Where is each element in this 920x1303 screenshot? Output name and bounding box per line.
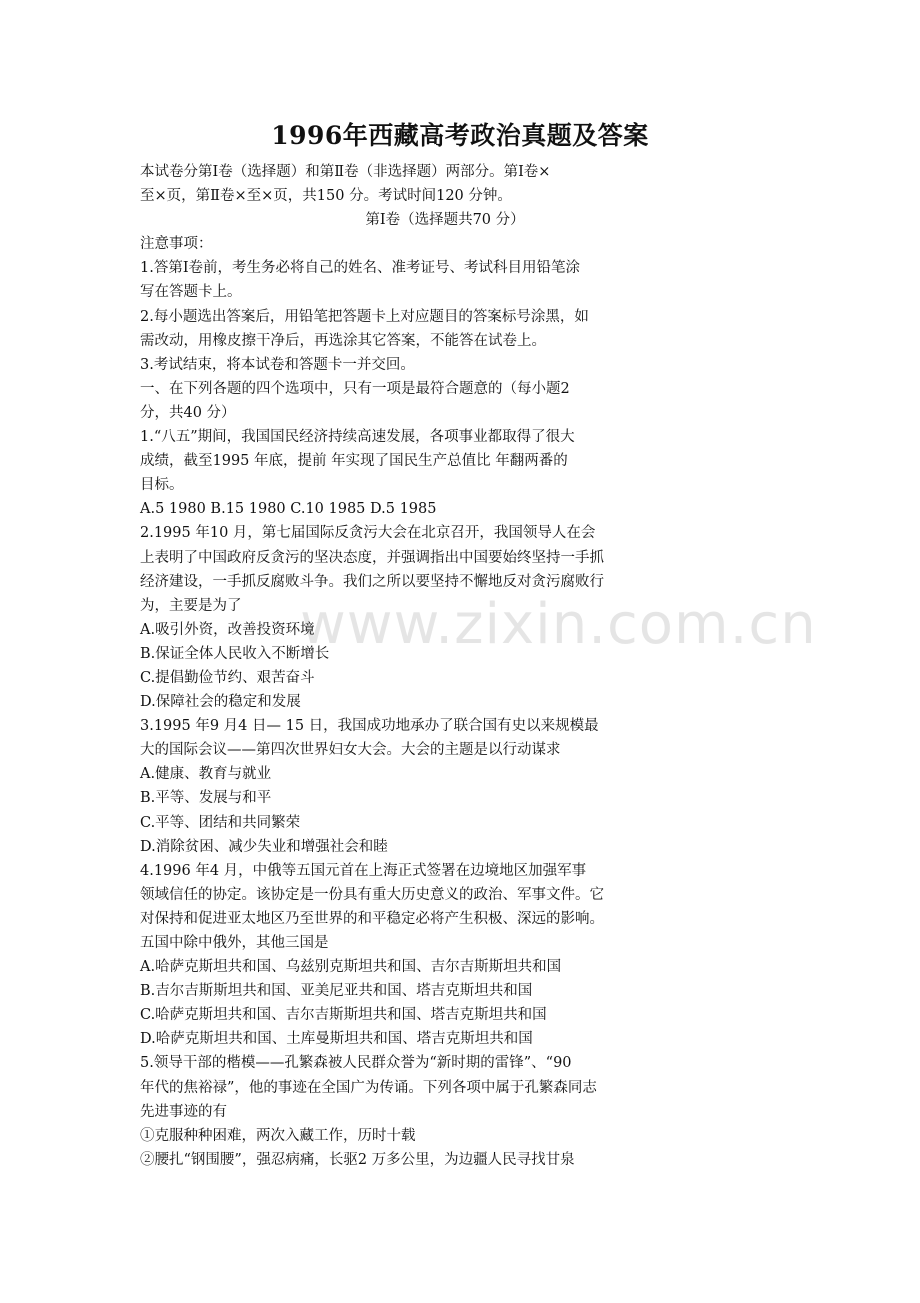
question-1-line: 目标。 [140, 477, 184, 494]
note-line: 需改动，用橡皮擦干净后，再选涂其它答案，不能答在试卷上。 [140, 332, 546, 349]
question-2-option-b: B.保证全体人民收入不断增长 [140, 645, 330, 662]
document-title: 1996年西藏高考政治真题及答案 [271, 121, 649, 150]
question-4-option-b: B.吉尔吉斯斯坦共和国、亚美尼亚共和国、塔吉克斯坦共和国 [140, 983, 533, 1000]
question-5-item-1: ①克服种种困难，两次入藏工作，历时十载 [140, 1127, 416, 1144]
intro-line: 至×页，第Ⅱ卷×至×页，共150 分。考试时间120 分钟。 [140, 188, 512, 205]
question-1-line: 1.“八五”期间，我国国民经济持续高速发展，各项事业都取得了很大 [140, 429, 575, 446]
question-4-line: 五国中除中俄外，其他三国是 [140, 935, 329, 951]
document-body [140, 160, 700, 1172]
note-line: 3.考试结束，将本试卷和答题卡一并交回。 [140, 356, 415, 373]
question-5-line: 先进事迹的有 [140, 1103, 227, 1120]
part-heading: 分，共40 分） [140, 404, 236, 421]
note-line: 2.每小题选出答案后，用铅笔把答题卡上对应题目的答案标号涂黑，如 [140, 308, 589, 325]
intro-line: 本试卷分第Ⅰ卷（选择题）和第Ⅱ卷（非选择题）两部分。第Ⅰ卷× [140, 164, 551, 180]
question-4-line: 对保持和促进亚太地区乃至世界的和平稳定必将产生积极、深远的影响。 [140, 910, 604, 927]
question-5-line: 5.领导干部的楷模——孔繁森被人民群众誉为“新时期的雷锋”、“90 [140, 1055, 572, 1072]
watermark: www.zixin.com.cn [300, 592, 817, 657]
question-4-option-d: D.哈萨克斯坦共和国、土库曼斯坦共和国、塔吉克斯坦共和国 [140, 1031, 533, 1048]
question-5-item-2: ②腰扎“钢围腰”，强忍病痛，长驱2 万多公里，为边疆人民寻找甘泉 [140, 1151, 575, 1168]
question-4-line: 4.1996 年4 月，中俄等五国元首在上海正式签署在边境地区加强军事 [140, 862, 587, 879]
question-2-line: 上表明了中国政府反贪污的坚决态度，并强调指出中国要始终坚持一手抓 [140, 549, 604, 566]
question-3-option-c: C.平等、团结和共同繁荣 [140, 814, 301, 831]
question-2-option-c: C.提倡勤俭节约、艰苦奋斗 [140, 669, 315, 686]
note-line: 写在答题卡上。 [140, 284, 242, 301]
question-3-option-d: D.消除贫困、减少失业和增强社会和睦 [140, 838, 388, 855]
question-4-line: 领域信任的协定。该协定是一份具有重大历史意义的政治、军事文件。它 [140, 886, 604, 903]
question-4-option-a: A.哈萨克斯坦共和国、乌兹别克斯坦共和国、吉尔吉斯斯坦共和国 [140, 959, 562, 976]
question-1-line: 成绩，截至1995 年底，提前 年实现了国民生产总值比 年翻两番的 [140, 453, 568, 470]
question-2-option-d: D.保障社会的稳定和发展 [140, 694, 301, 711]
question-2-line: 为，主要是为了 [140, 597, 242, 614]
question-2-option-a: A.吸引外资，改善投资环境 [140, 621, 315, 638]
question-4-option-c: C.哈萨克斯坦共和国、吉尔吉斯斯坦共和国、塔吉克斯坦共和国 [140, 1007, 547, 1024]
notes-heading: 注意事项： [140, 236, 213, 253]
note-line: 1.答第Ⅰ卷前，考生务必将自己的姓名、准考证号、考试科目用铅笔涂 [140, 260, 581, 277]
question-3-line: 3.1995 年9 月4 日— 15 日，我国成功地承办了联合国有史以来规模最 [140, 718, 599, 735]
question-3-line: 大的国际会议——第四次世界妇女大会。大会的主题是以行动谋求 [140, 742, 561, 759]
section-heading: 第Ⅰ卷（选择题共70 分） [365, 212, 525, 229]
question-3-option-a: A.健康、教育与就业 [140, 766, 272, 783]
question-1-options: A.5 1980 B.15 1980 C.10 1985 D.5 1985 [140, 501, 437, 518]
question-2-line: 2.1995 年10 月，第七届国际反贪污大会在北京召开，我国领导人在会 [140, 525, 596, 542]
question-3-option-b: B.平等、发展与和平 [140, 790, 272, 807]
question-2-line: 经济建设，一手抓反腐败斗争。我们之所以要坚持不懈地反对贪污腐败行 [140, 573, 604, 590]
question-5-line: 年代的焦裕禄”，他的事迹在全国广为传诵。下列各项中属于孔繁森同志 [140, 1079, 597, 1096]
part-heading: 一、在下列各题的四个选项中，只有一项是最符合题意的（每小题2 [140, 380, 570, 397]
